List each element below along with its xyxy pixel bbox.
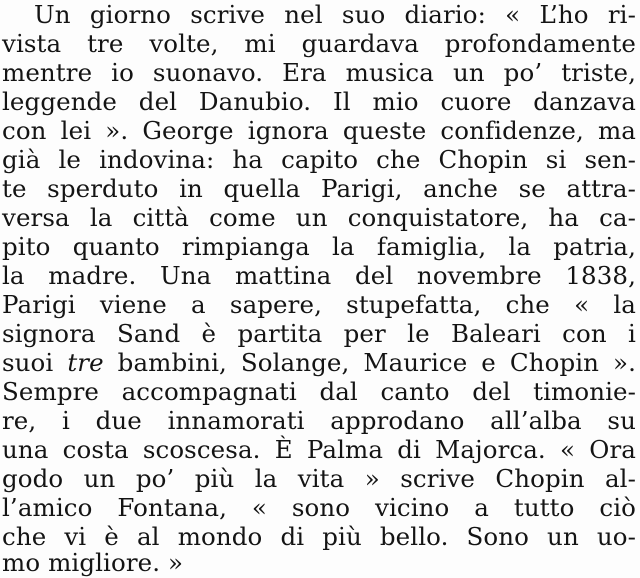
text-line: signora Sand è partita per le Baleari con i xyxy=(2,319,636,348)
text-line: vista tre volte, mi guardava profondamente xyxy=(2,29,636,58)
text-line: che vi è al mondo di più bello. Sono un uo- xyxy=(2,522,636,551)
text-line: mentre io suonavo. Era musica un po’ triste, xyxy=(2,58,636,87)
text-line: godo un po’ più la vita » scrive Chopin al- xyxy=(2,464,636,493)
text-line: già le indovina: ha capito che Chopin si sen- xyxy=(2,145,636,174)
emphasis: tre xyxy=(67,348,104,377)
text-line: pito quanto rimpianga la famiglia, la patria, xyxy=(2,232,636,261)
text-line: Un giorno scrive nel suo diario: « L’ho ri- xyxy=(34,0,636,29)
text-line: suoi tre bambini, Solange, Maurice e Chopin ». xyxy=(2,348,636,377)
text-line: leggende del Danubio. Il mio cuore danzava xyxy=(2,87,636,116)
text-line: Sempre accompagnati dal canto del timonie- xyxy=(2,377,636,406)
text-line: una costa scoscesa. È Palma di Majorca. « Ora xyxy=(2,435,636,464)
text-line: versa la città come un conquistatore, ha ca- xyxy=(2,203,636,232)
text-line: re, i due innamorati approdano all’alba su xyxy=(2,406,636,435)
text-line: mo migliore. » xyxy=(2,548,184,577)
text-line: l’amico Fontana, « sono vicino a tutto ciò xyxy=(2,493,636,522)
text-line: la madre. Una mattina del novembre 1838, xyxy=(2,261,636,290)
text-line: te sperduto in quella Parigi, anche se attra- xyxy=(2,174,636,203)
text-line: con lei ». George ignora queste confidenze, ma xyxy=(2,116,636,145)
text-line: Parigi viene a sapere, stupefatta, che « la xyxy=(2,290,636,319)
